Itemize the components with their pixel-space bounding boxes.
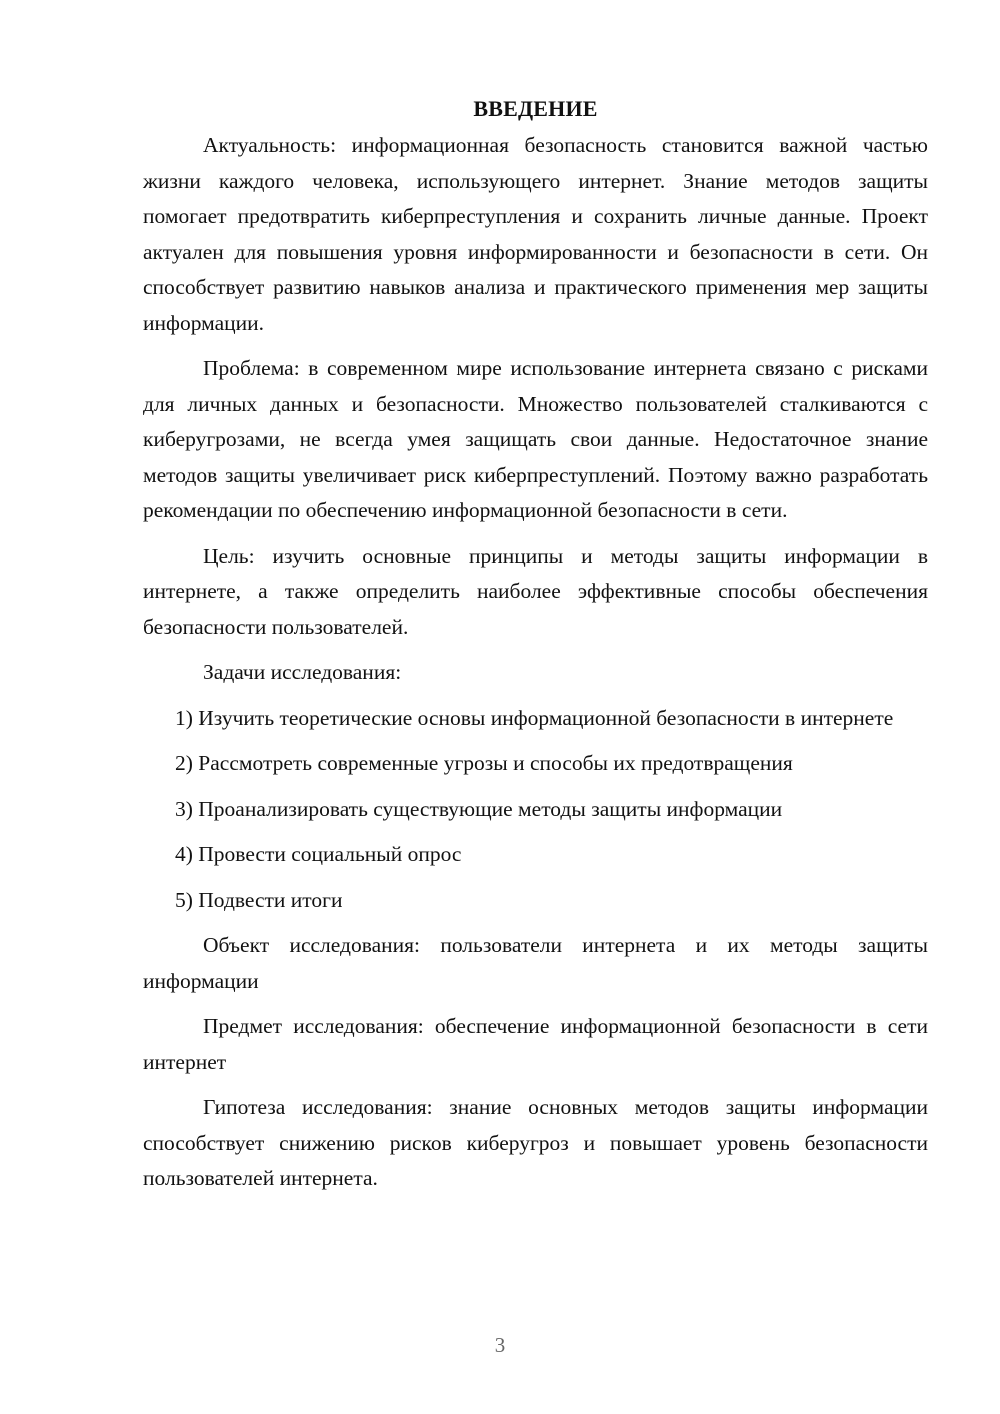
tasks-title: Задачи исследования:: [203, 660, 402, 684]
goal-paragraph: Цель: изучить основные принципы и методы защиты информации в интернете, а также определить наиболее эффективные способы обеспечения безопасности пользователей.: [143, 543, 928, 639]
hypothesis-paragraph: Гипотеза исследования: знание основных методов защиты информации способствует снижению рисков киберугроз и повышает уровень безопасности пользователей интернета.: [143, 1095, 928, 1190]
subject-paragraph: Предмет исследования: обеспечение информационной безопасности в сети интернет: [143, 1014, 928, 1074]
problem-paragraph: Проблема: в современном мире использование интернета связано с рисками для личных данных и безопасности. Множество пользователей сталкиваются с киберугрозами, не всегда умея защищать свои данные. Недостаточное знание методов защиты увеличивает риск киберпреступлений. Поэтому важно разработать рекомендации по обеспечению информационной безопасности в сети.: [143, 356, 928, 522]
document-page: [143, 92, 928, 1207]
task-item-4: 4) Провести социальный опрос: [175, 842, 462, 866]
object-paragraph: Объект исследования: пользователи интернета и их методы защиты информации: [143, 933, 928, 993]
task-item-2: 2) Рассмотреть современные угрозы и способы их предотвращения: [175, 751, 793, 775]
page-title: ВВЕДЕНИЕ: [473, 96, 598, 121]
relevance-paragraph: Актуальность: информационная безопасность становится важной частью жизни каждого человека, использующего интернет. Знание методов защиты помогает предотвратить киберпреступления и сохранить личные данные. Проект актуален для повышения уровня информированности и безопасности в сети. Он способствует развитию навыков анализа и практического применения мер защиты информации.: [143, 133, 928, 335]
page-number: 3: [494, 1333, 506, 1357]
task-item-1: 1) Изучить теоретические основы информационной безопасности в интернете: [175, 705, 894, 730]
task-item-3: 3) Проанализировать существующие методы защиты информации: [175, 796, 783, 821]
task-item-5: 5) Подвести итоги: [175, 887, 343, 912]
